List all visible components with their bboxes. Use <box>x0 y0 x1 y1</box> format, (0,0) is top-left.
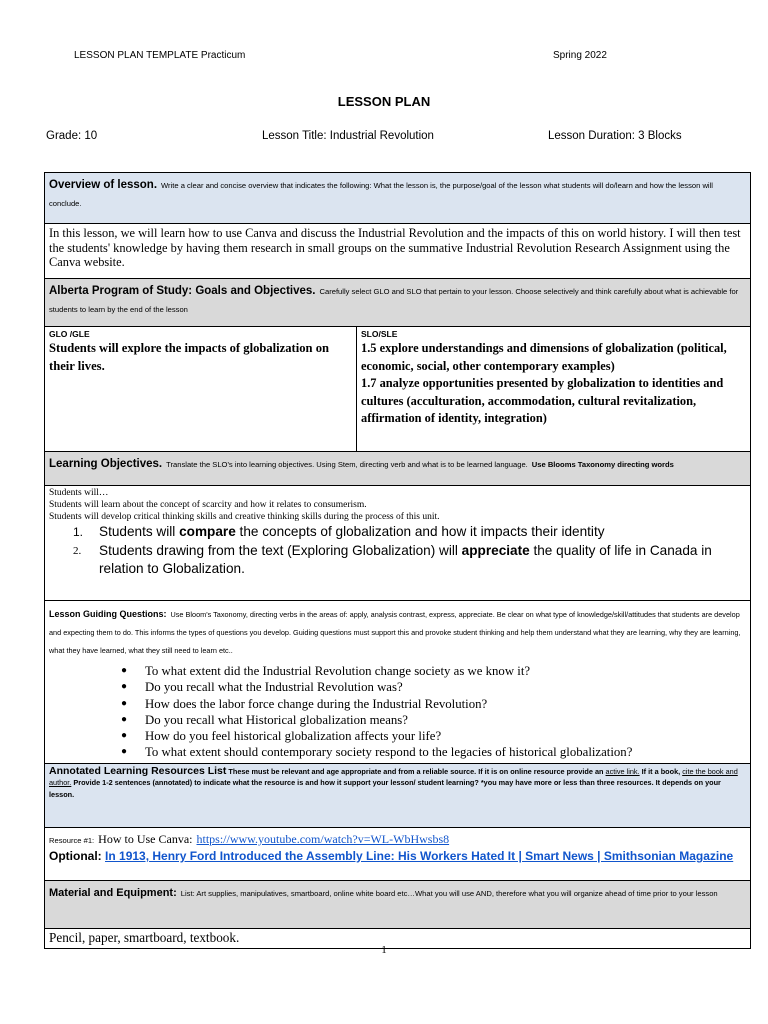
guiding-question-item <box>49 712 746 728</box>
overview-content: In this lesson, we will learn how to use Canva and discuss the Industrial Revolution and the impacts of this on world history. I will then test the students' knowledge by having them research in small groups on the summative Industrial Revolution Research Assignment using the Canva website. <box>49 226 741 269</box>
program-heading: Alberta Program of Study: Goals and Objectives. <box>49 285 316 297</box>
guiding-question-text: To what extent should contemporary society respond to the legacies of historical globalization? <box>145 745 633 760</box>
overview-instructions: Write a clear and concise overview that indicates the following: What the lesson is, the purpose/goal of the lesson what students will do/learn and how the lesson will conclude. <box>49 181 713 208</box>
guiding-question-item <box>49 744 746 760</box>
guiding-question-text: Do you recall what the Industrial Revolution was? <box>145 680 403 695</box>
glo-text: Students will explore the impacts of globalization on their lives. <box>49 341 329 373</box>
cite-book-text[interactable]: cite the book and author. <box>49 766 738 788</box>
bullet-icon: ● <box>121 746 128 758</box>
guiding-cell <box>45 601 751 764</box>
slo-cell <box>357 327 751 452</box>
resources-header-cell <box>45 763 751 827</box>
bullet-icon: ● <box>121 665 128 676</box>
template-label: LESSON PLAN TEMPLATE Practicum <box>74 50 246 61</box>
active-link-text[interactable]: active link. <box>605 766 640 776</box>
objective-verb: compare <box>179 524 236 539</box>
slo-text-1-7: 1.7 analyze opportunities presented by globalization to identities and cultures (acculturation, accommodation, cultural revitalization, affirmation of identity, integration) <box>361 376 724 425</box>
program-instructions: Carefully select GLO and SLO that pertain to your lesson. Choose selectively and think carefully about what is achievable for students to learn by the end of the lesson <box>49 287 739 314</box>
overview-header-cell <box>45 173 751 224</box>
guiding-heading: Lesson Guiding Questions: <box>49 609 167 619</box>
objective-text: the quality of life in Canada in relation to Globalization. <box>99 542 712 576</box>
guiding-question-text: How does the labor force change during the Industrial Revolution? <box>145 696 488 711</box>
resources-instructions: These must be relevant and age appropriate and from a reliable source. If it is on online resource provide an <box>228 766 604 776</box>
term-label: Spring 2022 <box>553 50 607 61</box>
guiding-question-text: To what extent did the Industrial Revolution change society as we know it? <box>145 664 531 678</box>
objective-item <box>49 542 746 579</box>
materials-header-cell <box>45 880 751 928</box>
guiding-questions-list <box>49 663 746 761</box>
guiding-question-item <box>49 728 746 744</box>
bullet-icon: ● <box>121 681 128 693</box>
guiding-instructions: Use Bloom's Taxonomy, directing verbs in the areas of: apply, analysis contrast, express, appreciate. Be clear on what type of knowledge/skill/attitudes that students are develop and expecting them to do. This informs the types of questions you develop. Guiding questions must support this and provoke student thinking and help them understand what they are learning, why they are learning, what they have learned, what they still need to learn etc.. <box>49 610 741 655</box>
bullet-icon: ● <box>121 730 128 742</box>
program-header-cell <box>45 279 751 327</box>
objectives-instructions-bold: Use Blooms Taxonomy directing words <box>531 460 674 469</box>
glo-label: GLO /GLE <box>49 329 90 339</box>
page-number: 1 <box>381 944 387 956</box>
objective-text: the concepts of globalization and how it impacts their identity <box>235 524 605 539</box>
objective-text: Students drawing from the text (Exploring Globalization) will <box>99 542 462 558</box>
resources-instructions: Provide 1-2 sentences (annotated) to indicate what the resource is and how it support your lesson/ student learning? *you may have more or less than three resources. It depends on your lesson. <box>49 778 721 799</box>
materials-content: Pencil, paper, smartboard, textbook. <box>49 929 240 945</box>
guiding-question-item <box>49 679 746 695</box>
resource-1-link[interactable]: https://www.youtube.com/watch?v=WL-WbHwsbs8 <box>196 831 450 846</box>
optional-resource-link[interactable]: In 1913, Henry Ford Introduced the Assembly Line: His Workers Hated It | Smart News | Smithsonian Magazine <box>105 848 734 863</box>
grade-label: Grade: 10 <box>46 130 98 142</box>
slo-text-1-5: 1.5 explore understandings and dimensions of globalization (political, economic, social, other contemporary examples) <box>361 341 727 373</box>
objectives-heading: Learning Objectives. <box>49 458 163 470</box>
overview-content-cell <box>45 224 751 279</box>
optional-label: Optional: <box>49 848 102 863</box>
bullet-icon: ● <box>121 697 128 709</box>
guiding-question-item <box>49 696 746 712</box>
materials-instructions: List: Art supplies, manipulatives, smartboard, online white board etc…What you will use AND, therefore what you will organize ahead of time prior to your lesson <box>180 888 718 898</box>
lesson-duration-label: Lesson Duration: 3 Blocks <box>548 130 682 142</box>
objectives-intro-line: Students will learn about the concept of scarcity and how it relates to consumerism. <box>49 500 367 510</box>
slo-label: SLO/SLE <box>361 329 398 339</box>
lesson-plan-table <box>44 172 751 949</box>
objectives-intro-line: Students will… <box>49 488 109 498</box>
objective-number: 1. <box>73 525 84 539</box>
resources-heading: Annotated Learning Resources List <box>49 764 227 777</box>
page-title: LESSON PLAN <box>337 94 431 109</box>
resource-1-title: How to Use Canva: <box>98 831 193 846</box>
guiding-question-item <box>49 663 746 679</box>
resources-content-cell <box>45 827 751 880</box>
objective-number: 2. <box>73 544 82 557</box>
bullet-icon: ● <box>121 713 128 725</box>
objective-item <box>49 523 746 542</box>
objective-text: Students will <box>99 524 180 539</box>
objectives-intro-line: Students will develop critical thinking skills and creative thinking skills during the process of this unit. <box>49 512 440 522</box>
guiding-question-text: How do you feel historical globalization affects your life? <box>145 729 442 744</box>
objective-verb: appreciate <box>461 542 530 558</box>
objectives-instructions: Translate the SLO's into learning objectives. Using Stem, directing verb and what is to be learned language. <box>166 460 528 469</box>
resource-1-label: Resource #1: <box>49 835 95 845</box>
glo-cell <box>45 327 357 452</box>
materials-heading: Material and Equipment: <box>49 886 177 899</box>
objectives-header-cell <box>45 452 751 486</box>
objectives-list <box>49 523 746 579</box>
lesson-title-label: Lesson Title: Industrial Revolution <box>262 130 434 142</box>
overview-heading: Overview of lesson. <box>49 179 158 191</box>
objectives-content-cell <box>45 486 751 601</box>
resources-instructions: If it a book, <box>641 766 681 776</box>
guiding-question-text: Do you recall what Historical globalization means? <box>145 712 408 727</box>
